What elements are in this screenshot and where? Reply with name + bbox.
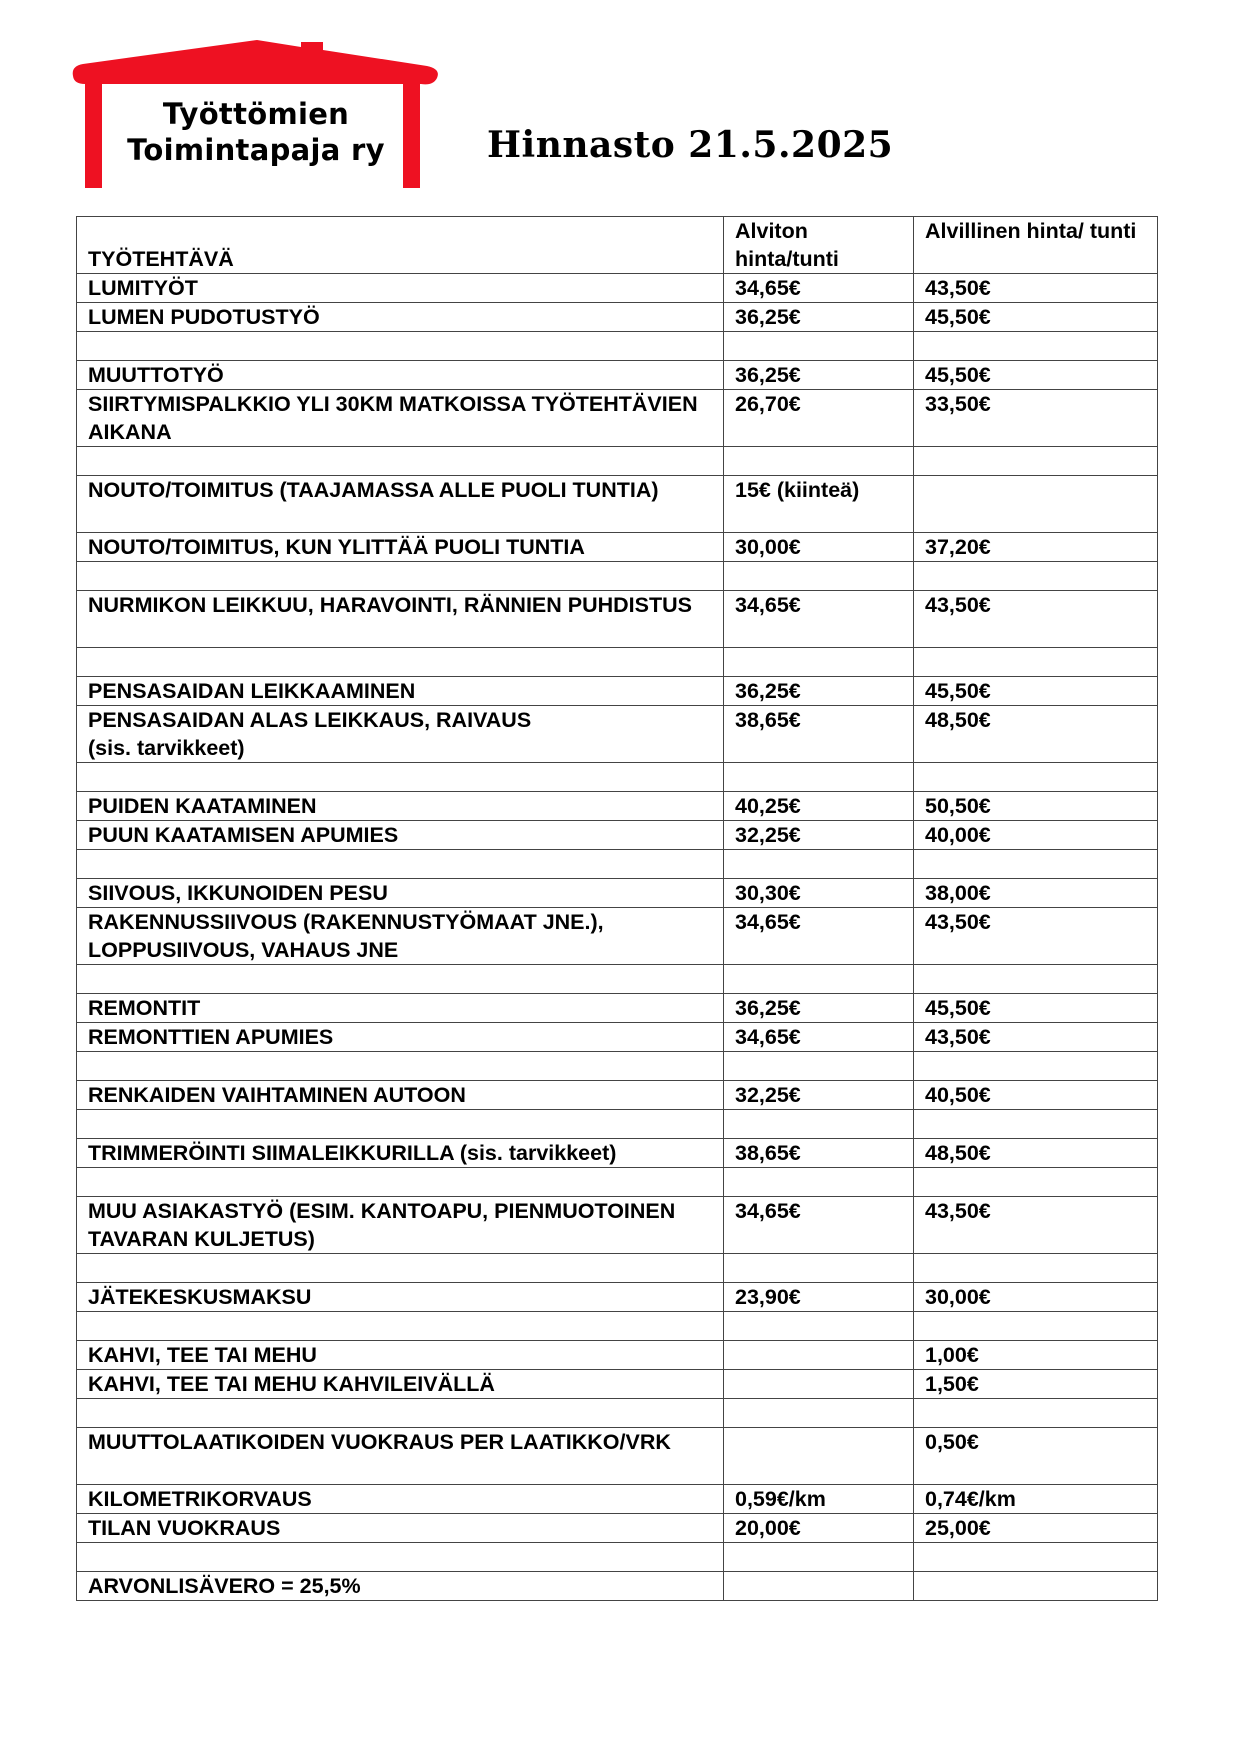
task-cell	[77, 1254, 724, 1283]
net-price-cell	[724, 763, 914, 792]
task-cell	[77, 821, 724, 850]
net-price-cell: 36,25€	[724, 361, 914, 390]
task-label: TRIMMERÖINTI SIIMALEIKKURILLA (sis. tarvikkeet)	[88, 1141, 617, 1165]
gross-price-cell: 37,20€	[914, 533, 1158, 562]
task-label: LUMITYÖT	[88, 276, 198, 300]
gross-price-cell	[914, 447, 1158, 476]
spacer-row	[77, 1312, 1158, 1341]
table-row	[77, 677, 1158, 706]
spacer-row	[77, 1543, 1158, 1572]
gross-price-cell: 43,50€	[914, 274, 1158, 303]
task-cell	[77, 1428, 724, 1485]
net-price-cell: 20,00€	[724, 1514, 914, 1543]
gross-price-cell: 45,50€	[914, 994, 1158, 1023]
task-cell	[77, 1312, 724, 1341]
task-label: NOUTO/TOIMITUS, KUN YLITTÄÄ PUOLI TUNTIA	[88, 535, 585, 559]
net-price-cell: 23,90€	[724, 1283, 914, 1312]
task-cell	[77, 1168, 724, 1197]
net-price-cell: 36,25€	[724, 994, 914, 1023]
table-row	[77, 1572, 1158, 1601]
task-label: REMONTIT	[88, 996, 201, 1020]
task-cell	[77, 1283, 724, 1312]
page-title: Hinnasto 21.5.2025	[487, 124, 894, 166]
net-price-cell	[724, 965, 914, 994]
net-price-cell: 34,65€	[724, 274, 914, 303]
task-label: LUMEN PUDOTUSTYÖ	[88, 305, 320, 329]
organization-logo	[71, 38, 441, 188]
task-label: JÄTEKESKUSMAKSU	[88, 1285, 312, 1309]
net-price-cell	[724, 1254, 914, 1283]
task-label: SIIRTYMISPALKKIO YLI 30KM MATKOISSA TYÖTEHTÄVIEN AIKANA	[88, 392, 698, 444]
task-label: NURMIKON LEIKKUU, HARAVOINTI, RÄNNIEN PUHDISTUS	[88, 593, 692, 617]
task-cell	[77, 763, 724, 792]
task-cell	[77, 274, 724, 303]
table-row	[77, 1485, 1158, 1514]
net-price-cell	[724, 1312, 914, 1341]
net-price-cell	[724, 1543, 914, 1572]
gross-price-cell: 0,74€/km	[914, 1485, 1158, 1514]
task-cell	[77, 562, 724, 591]
task-label: KAHVI, TEE TAI MEHU	[88, 1343, 317, 1367]
gross-price-cell	[914, 476, 1158, 533]
table-header-row	[77, 217, 1158, 274]
spacer-row	[77, 1399, 1158, 1428]
task-label: KILOMETRIKORVAUS	[88, 1487, 312, 1511]
gross-price-cell	[914, 648, 1158, 677]
gross-price-cell	[914, 562, 1158, 591]
gross-price-cell: 25,00€	[914, 1514, 1158, 1543]
net-price-cell	[724, 1168, 914, 1197]
table-row	[77, 1081, 1158, 1110]
net-price-cell	[724, 850, 914, 879]
gross-price-cell: 48,50€	[914, 706, 1158, 763]
header-task: TYÖTEHTÄVÄ	[77, 217, 724, 274]
gross-price-cell: 43,50€	[914, 908, 1158, 965]
task-cell	[77, 1081, 724, 1110]
gross-price-cell	[914, 850, 1158, 879]
gross-price-cell	[914, 332, 1158, 361]
net-price-cell: 38,65€	[724, 706, 914, 763]
gross-price-cell: 48,50€	[914, 1139, 1158, 1168]
task-cell	[77, 476, 724, 533]
gross-price-cell	[914, 965, 1158, 994]
net-price-cell	[724, 332, 914, 361]
gross-price-cell	[914, 1254, 1158, 1283]
task-cell	[77, 533, 724, 562]
spacer-row	[77, 850, 1158, 879]
gross-price-cell: 45,50€	[914, 303, 1158, 332]
gross-price-cell	[914, 1052, 1158, 1081]
gross-price-cell: 45,50€	[914, 677, 1158, 706]
spacer-row	[77, 447, 1158, 476]
header-gross-price: Alvillinen hinta/ tunti	[914, 217, 1158, 274]
table-row	[77, 390, 1158, 447]
table-row	[77, 1428, 1158, 1485]
logo-line1: Työttömien	[162, 97, 350, 131]
logo-line2: Toimintapaja ry	[127, 133, 385, 167]
table-row	[77, 1197, 1158, 1254]
task-cell	[77, 1370, 724, 1399]
spacer-row	[77, 1052, 1158, 1081]
net-price-cell: 30,00€	[724, 533, 914, 562]
task-label: RAKENNUSSIIVOUS (RAKENNUSTYÖMAAT JNE.), LOPPUSIIVOUS, VAHAUS JNE	[88, 910, 604, 962]
net-price-cell: 15€ (kiinteä)	[724, 476, 914, 533]
task-label: RENKAIDEN VAIHTAMINEN AUTOON	[88, 1083, 466, 1107]
task-cell	[77, 447, 724, 476]
task-cell	[77, 994, 724, 1023]
header-net-price: Alviton hinta/tunti	[724, 217, 914, 274]
net-price-cell	[724, 1428, 914, 1485]
task-cell	[77, 1139, 724, 1168]
task-label: ARVONLISÄVERO = 25,5%	[88, 1574, 361, 1598]
spacer-row	[77, 1110, 1158, 1139]
net-price-cell	[724, 1572, 914, 1601]
gross-price-cell: 33,50€	[914, 390, 1158, 447]
gross-price-cell: 38,00€	[914, 879, 1158, 908]
task-label: PUUN KAATAMISEN APUMIES	[88, 823, 399, 847]
gross-price-cell: 40,50€	[914, 1081, 1158, 1110]
net-price-cell	[724, 1341, 914, 1370]
table-row	[77, 591, 1158, 648]
gross-price-cell: 43,50€	[914, 1023, 1158, 1052]
net-price-cell: 32,25€	[724, 1081, 914, 1110]
table-row	[77, 533, 1158, 562]
net-price-cell: 34,65€	[724, 1197, 914, 1254]
net-price-cell: 34,65€	[724, 591, 914, 648]
task-label: KAHVI, TEE TAI MEHU KAHVILEIVÄLLÄ	[88, 1372, 495, 1396]
net-price-cell: 32,25€	[724, 821, 914, 850]
gross-price-cell	[914, 1399, 1158, 1428]
task-cell	[77, 1197, 724, 1254]
net-price-cell	[724, 1052, 914, 1081]
task-cell	[77, 591, 724, 648]
gross-price-cell: 0,50€	[914, 1428, 1158, 1485]
task-label: MUUTTOTYÖ	[88, 363, 224, 387]
task-label: PENSASAIDAN LEIKKAAMINEN	[88, 679, 416, 703]
table-row	[77, 476, 1158, 533]
task-cell	[77, 1514, 724, 1543]
task-label: REMONTTIEN APUMIES	[88, 1025, 334, 1049]
task-cell	[77, 1052, 724, 1081]
gross-price-cell: 43,50€	[914, 1197, 1158, 1254]
net-price-cell: 36,25€	[724, 303, 914, 332]
gross-price-cell	[914, 763, 1158, 792]
net-price-cell	[724, 1110, 914, 1139]
task-cell	[77, 648, 724, 677]
net-price-cell: 26,70€	[724, 390, 914, 447]
table-row	[77, 1514, 1158, 1543]
table-row	[77, 792, 1158, 821]
gross-price-cell	[914, 1572, 1158, 1601]
task-label: PUIDEN KAATAMINEN	[88, 794, 317, 818]
task-label: MUUTTOLAATIKOIDEN VUOKRAUS PER LAATIKKO/VRK	[88, 1430, 671, 1454]
table-row	[77, 361, 1158, 390]
task-cell	[77, 1023, 724, 1052]
table-row	[77, 303, 1158, 332]
task-cell	[77, 908, 724, 965]
table-row	[77, 1370, 1158, 1399]
table-row	[77, 879, 1158, 908]
net-price-cell: 34,65€	[724, 908, 914, 965]
table-row	[77, 1023, 1158, 1052]
task-cell	[77, 1110, 724, 1139]
task-cell	[77, 677, 724, 706]
task-cell	[77, 1543, 724, 1572]
task-cell	[77, 879, 724, 908]
gross-price-cell	[914, 1543, 1158, 1572]
spacer-row	[77, 763, 1158, 792]
gross-price-cell: 1,00€	[914, 1341, 1158, 1370]
task-label: NOUTO/TOIMITUS (TAAJAMASSA ALLE PUOLI TUNTIA)	[88, 478, 659, 502]
gross-price-cell: 45,50€	[914, 361, 1158, 390]
task-cell	[77, 1399, 724, 1428]
task-cell	[77, 361, 724, 390]
table-row	[77, 994, 1158, 1023]
net-price-cell	[724, 562, 914, 591]
table-row	[77, 706, 1158, 763]
task-cell	[77, 1341, 724, 1370]
spacer-row	[77, 332, 1158, 361]
task-label: SIIVOUS, IKKUNOIDEN PESU	[88, 881, 388, 905]
net-price-cell: 36,25€	[724, 677, 914, 706]
table-row	[77, 274, 1158, 303]
gross-price-cell: 50,50€	[914, 792, 1158, 821]
spacer-row	[77, 1254, 1158, 1283]
gross-price-cell: 43,50€	[914, 591, 1158, 648]
net-price-cell: 0,59€/km	[724, 1485, 914, 1514]
task-cell	[77, 332, 724, 361]
net-price-cell	[724, 1399, 914, 1428]
table-row	[77, 821, 1158, 850]
task-cell	[77, 706, 724, 763]
task-cell	[77, 965, 724, 994]
price-table	[76, 216, 1158, 1601]
task-cell	[77, 303, 724, 332]
task-sublabel: (sis. tarvikkeet)	[88, 736, 245, 760]
gross-price-cell: 1,50€	[914, 1370, 1158, 1399]
net-price-cell	[724, 1370, 914, 1399]
gross-price-cell	[914, 1110, 1158, 1139]
spacer-row	[77, 648, 1158, 677]
table-row	[77, 1139, 1158, 1168]
table-row	[77, 908, 1158, 965]
gross-price-cell	[914, 1312, 1158, 1341]
gross-price-cell: 30,00€	[914, 1283, 1158, 1312]
gross-price-cell: 40,00€	[914, 821, 1158, 850]
table-row	[77, 1341, 1158, 1370]
net-price-cell: 30,30€	[724, 879, 914, 908]
net-price-cell	[724, 648, 914, 677]
net-price-cell: 38,65€	[724, 1139, 914, 1168]
net-price-cell: 34,65€	[724, 1023, 914, 1052]
task-label: MUU ASIAKASTYÖ (ESIM. KANTOAPU, PIENMUOTOINEN TAVARAN KULJETUS)	[88, 1199, 676, 1251]
gross-price-cell	[914, 1168, 1158, 1197]
task-cell	[77, 792, 724, 821]
task-label: TILAN VUOKRAUS	[88, 1516, 281, 1540]
task-label: PENSASAIDAN ALAS LEIKKAUS, RAIVAUS	[88, 708, 532, 732]
table-row	[77, 1283, 1158, 1312]
task-cell	[77, 850, 724, 879]
task-cell	[77, 1572, 724, 1601]
net-price-cell	[724, 447, 914, 476]
net-price-cell: 40,25€	[724, 792, 914, 821]
task-cell	[77, 390, 724, 447]
task-cell	[77, 1485, 724, 1514]
spacer-row	[77, 965, 1158, 994]
spacer-row	[77, 562, 1158, 591]
spacer-row	[77, 1168, 1158, 1197]
